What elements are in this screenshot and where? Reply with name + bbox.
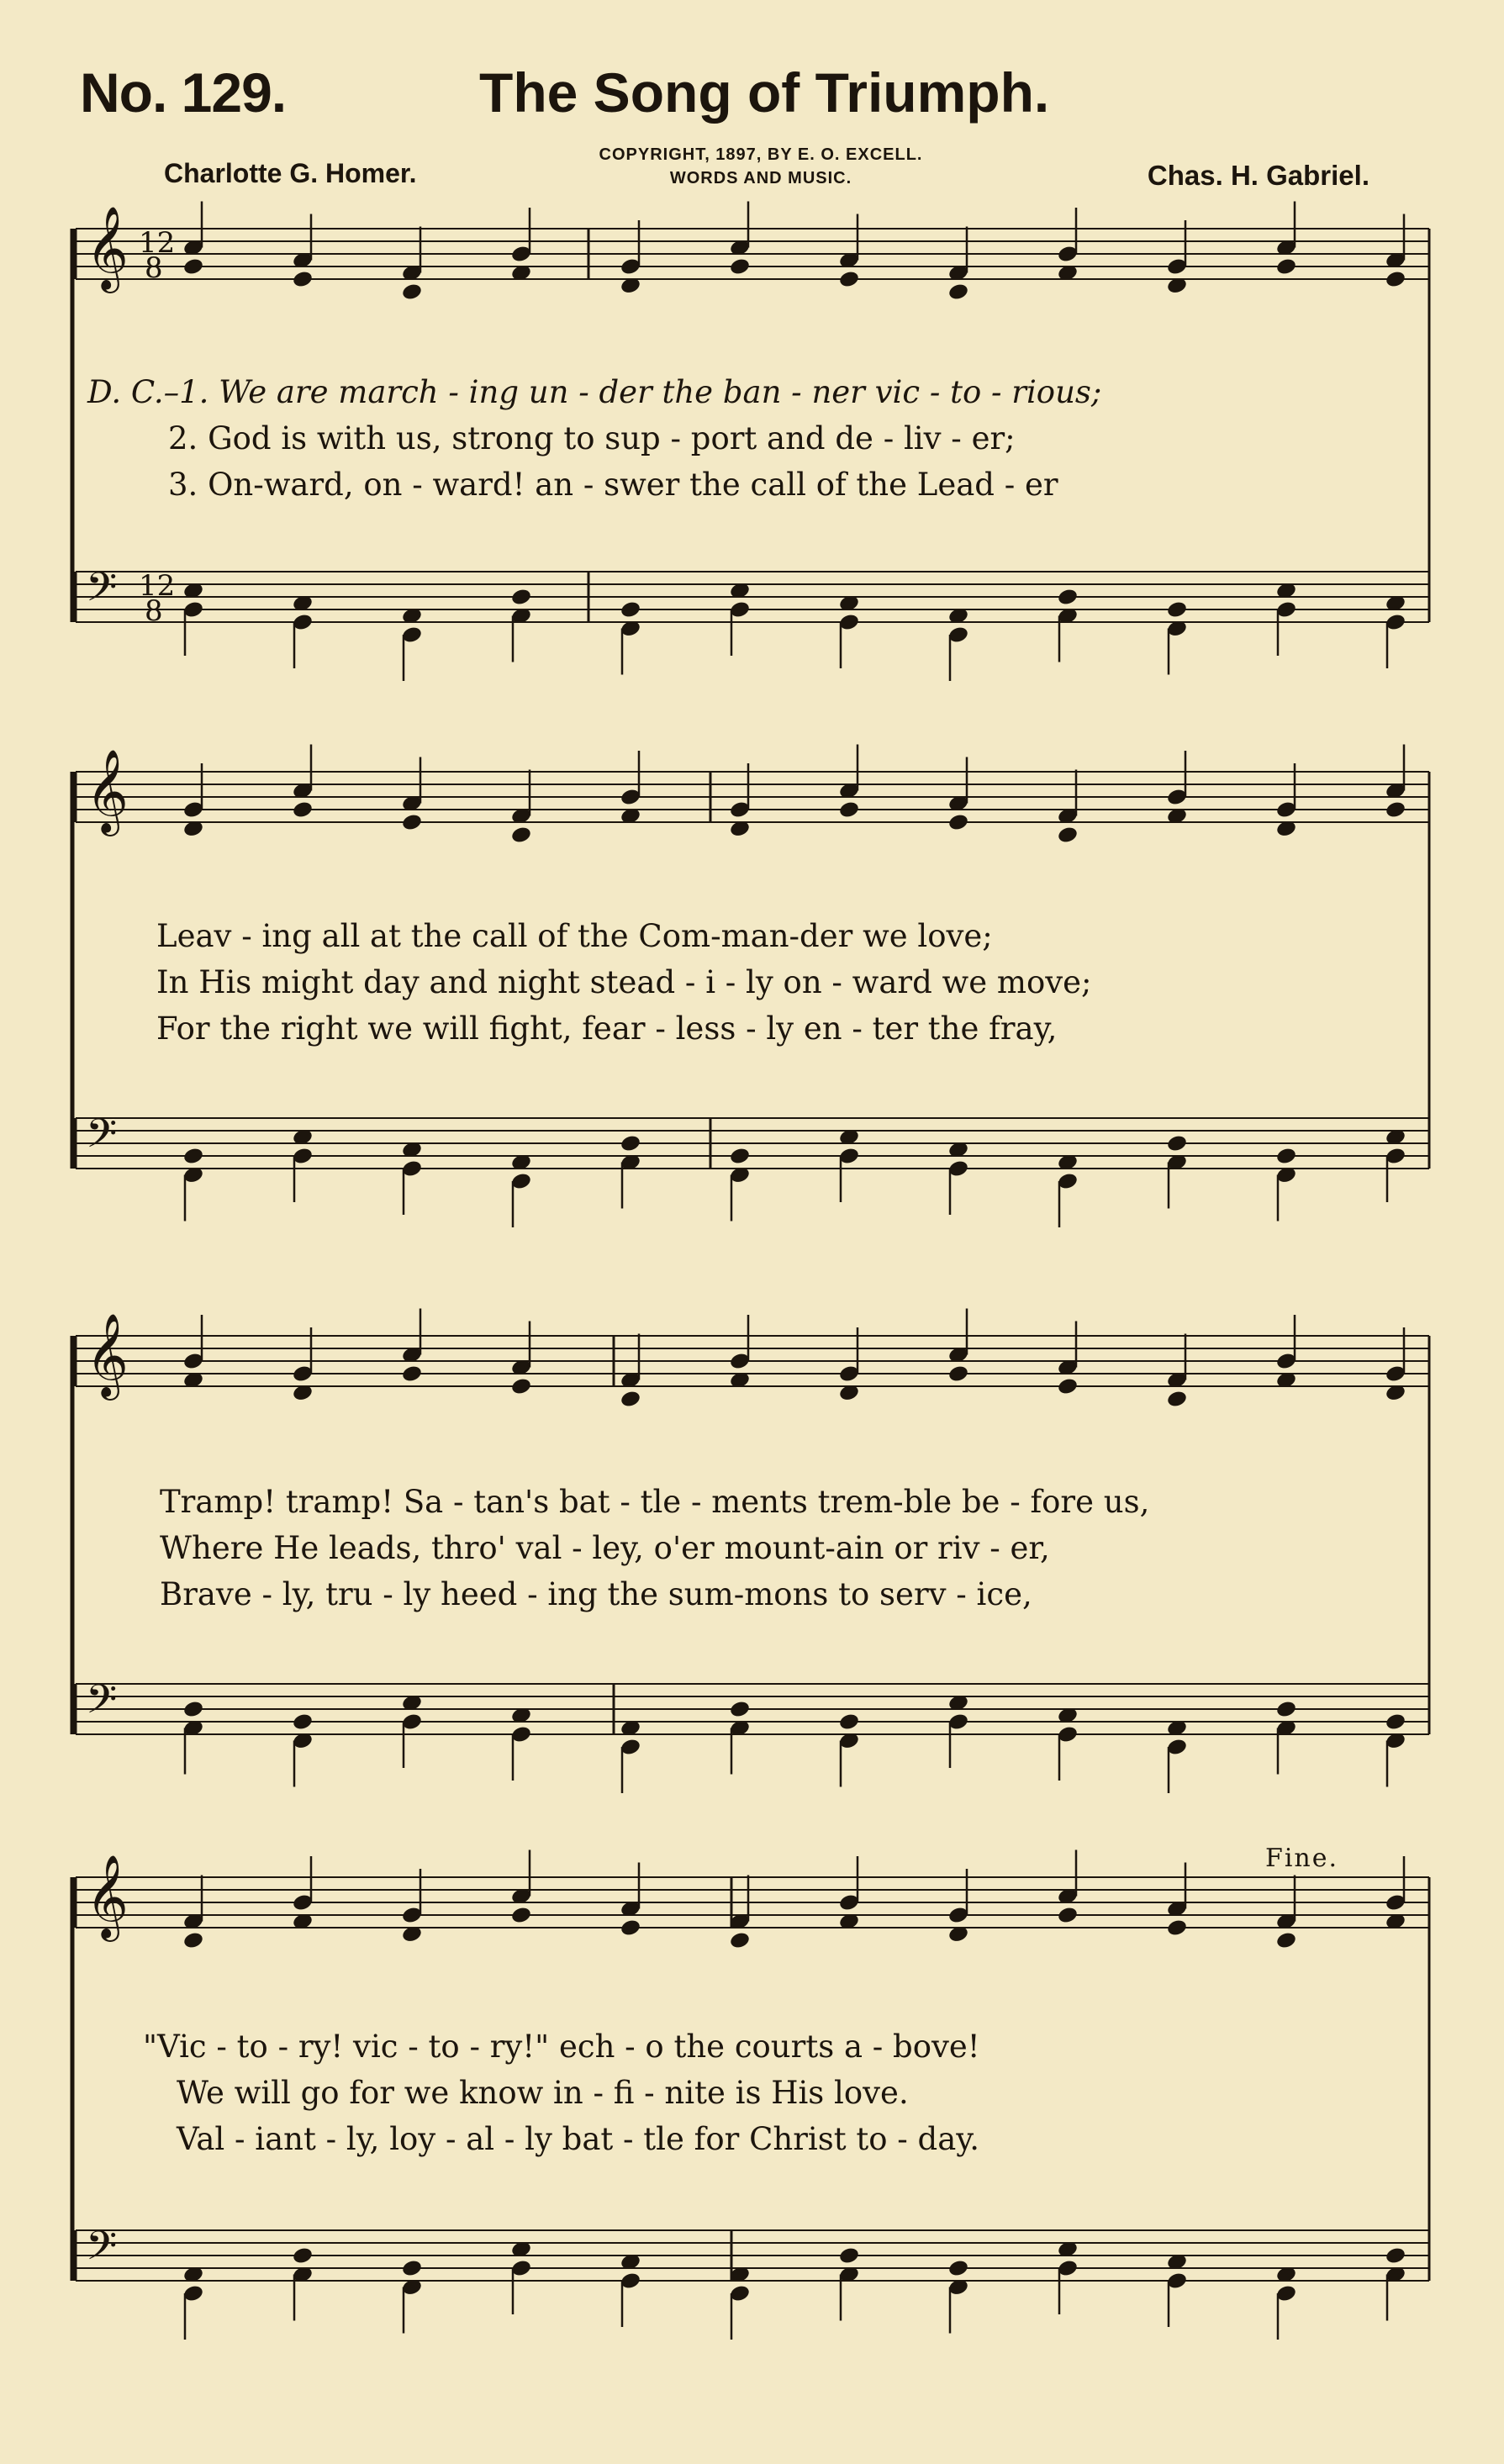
hymn-number: No. 129. — [80, 61, 287, 124]
note-head — [729, 1147, 751, 1166]
lyric-s4-verse3: Val - iant - ly, loy - al - ly bat - tle for Christ to - day. — [177, 2121, 980, 2157]
note-head — [401, 813, 423, 832]
note-head — [838, 2246, 860, 2266]
note-head — [510, 588, 532, 607]
note-head — [947, 2259, 969, 2278]
note-head — [292, 800, 314, 820]
note-head — [729, 257, 751, 277]
lyric-s1-verse2: 2. God is with us, strong to sup - port and de - liv - er; — [168, 420, 1016, 456]
note-head — [510, 1906, 532, 1925]
note-head — [182, 1700, 204, 1719]
time-signature-top: 12 — [139, 569, 176, 603]
note-head — [1057, 826, 1079, 845]
note-head — [401, 282, 423, 302]
note-head — [401, 1364, 423, 1384]
lyric-s3-verse2: Where He leads, thro' val - ley, o'er mount-ain or riv - er, — [160, 1530, 1050, 1566]
note-head — [1057, 1906, 1079, 1925]
note-head — [620, 1390, 641, 1409]
note-head — [1385, 800, 1406, 820]
note-head — [401, 2259, 423, 2278]
treble-clef: 𝄞 — [86, 1313, 129, 1397]
note-head — [292, 1712, 314, 1732]
note-head — [729, 1931, 751, 1950]
note-head — [292, 2246, 314, 2266]
composer-credit: Chas. H. Gabriel. — [1147, 160, 1369, 191]
lyric-s2-verse3: For the right we will fight, fear - less - ly en - ter the fray, — [156, 1010, 1058, 1047]
bass-clef: 𝄢 — [86, 2222, 118, 2279]
note-head — [1166, 1390, 1188, 1409]
treble-clef: 𝄞 — [86, 749, 129, 833]
bass-clef: 𝄢 — [86, 1110, 118, 1167]
note-head — [182, 1931, 204, 1950]
time-signature-bottom: 8 — [145, 594, 163, 628]
note-head — [182, 257, 204, 277]
note-head — [510, 826, 532, 845]
lyric-s1-verse3: 3. On-ward, on - ward! an - swer the call of the Lead - er — [168, 467, 1058, 503]
note-head — [1166, 1134, 1188, 1153]
bass-clef: 𝄢 — [86, 563, 118, 620]
note-head — [947, 1364, 969, 1384]
copyright-line-2: WORDS AND MUSIC. — [669, 169, 852, 187]
fine-marking: Fine. — [1265, 1844, 1339, 1873]
note-head — [838, 270, 860, 289]
note-head — [510, 1377, 532, 1396]
note-head — [947, 813, 969, 832]
note-head — [620, 600, 641, 620]
note-head — [182, 1147, 204, 1166]
lyric-s1-verse1 — [87, 374, 1101, 410]
note-head — [1166, 600, 1188, 620]
lyric-s4-verse1: "Vic - to - ry! vic - to - ry!" ech - o the courts a - bove! — [143, 2029, 980, 2065]
hymn-title: The Song of Triumph. — [479, 61, 1050, 124]
note-head — [1385, 2246, 1406, 2266]
author-credit: Charlotte G. Homer. — [164, 158, 417, 188]
lyric-s3-verse1: Tramp! tramp! Sa - tan's bat - tle - ments trem-ble be - fore us, — [160, 1484, 1150, 1520]
treble-clef: 𝄞 — [86, 1855, 129, 1939]
note-head — [1057, 588, 1079, 607]
lyric-s2-verse2: In His might day and night stead - i - ly on - ward we move; — [156, 964, 1092, 1000]
note-head — [292, 270, 314, 289]
note-head — [947, 282, 969, 302]
note-head — [1385, 270, 1406, 289]
lyric-s3-verse3: Brave - ly, tru - ly heed - ing the sum-mons to serv - ice, — [160, 1576, 1032, 1612]
note-head — [1275, 1700, 1297, 1719]
treble-clef: 𝄞 — [86, 206, 129, 290]
note-head — [1385, 1712, 1406, 1732]
note-head — [1275, 1147, 1297, 1166]
copyright-line-1: COPYRIGHT, 1897, BY E. O. EXCELL. — [599, 145, 923, 164]
note-head — [1166, 1918, 1188, 1938]
note-head — [838, 1712, 860, 1732]
note-head — [729, 1700, 751, 1719]
time-signature-top: 12 — [139, 226, 176, 260]
time-signature-bottom: 8 — [145, 251, 163, 285]
bass-clef: 𝄢 — [86, 1675, 118, 1733]
lyric-s4-verse2: We will go for we know in - fi - nite is His love. — [177, 2075, 909, 2111]
lyric-s2-verse1: Leav - ing all at the call of the Com-man-der we love; — [156, 918, 993, 954]
note-head — [1275, 1931, 1297, 1950]
note-head — [1275, 257, 1297, 277]
note-head — [1057, 1377, 1079, 1396]
note-head — [838, 800, 860, 820]
lyric-text: D. C.–1. We are march - ing un - der the ban - ner vic - to - rious; — [87, 374, 1102, 410]
note-head — [620, 1918, 641, 1938]
note-head — [620, 1134, 641, 1153]
